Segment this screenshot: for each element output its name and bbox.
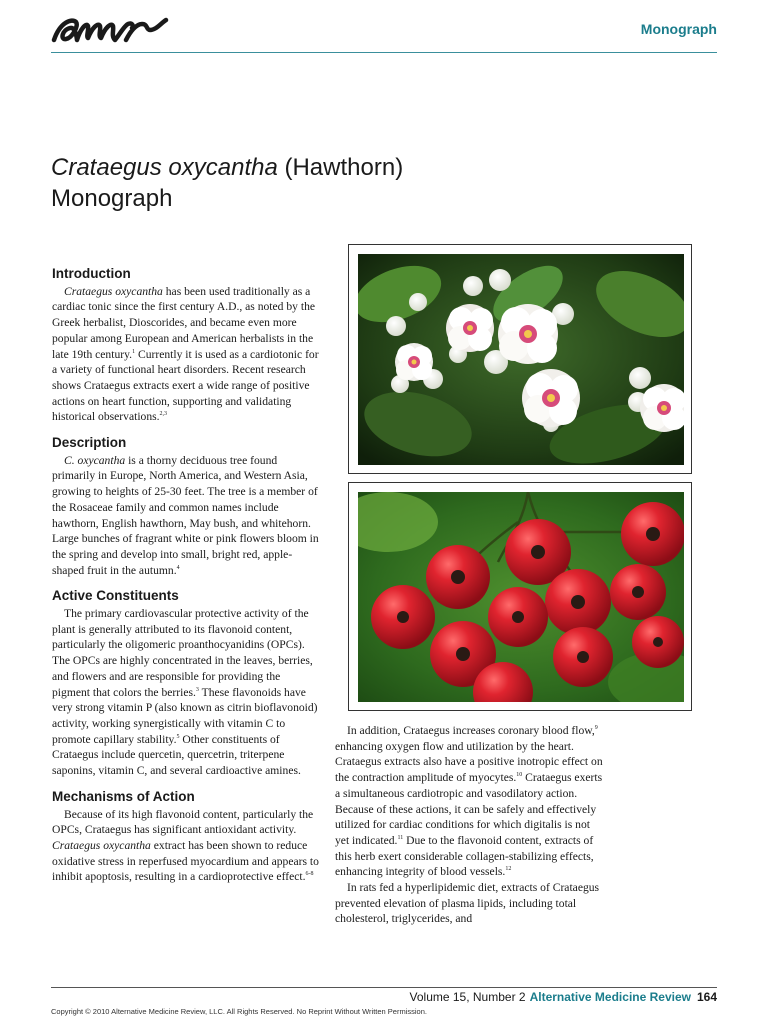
heading-introduction: Introduction (52, 266, 131, 281)
title-common-name: (Hawthorn) (277, 154, 404, 181)
paragraph-mechanisms: Because of its high flavonoid content, particularly the OPCs, Crataegus has significant antioxidant activity. Crataegus oxycantha extract has been shown to reduce oxidative stress in reperfused myocardium and appears to inhibit apoptosis, resulting in a cardioprotective effect.$^{6-8}$ (52, 807, 319, 884)
copyright-notice: Copyright © 2010 Alternative Medicine Review, LLC. All Rights Reserved. No Reprint Without Written Permission. (51, 1007, 427, 1016)
footer-volume: Volume 15, Number 2 (409, 990, 526, 1004)
paragraph-description: C. oxycantha is a thorny deciduous tree found primarily in Europe, North America, and Western Asia, growing to heights of 25-30 feet. The tree is a member of the Rosaceae family and common names include hawthorn, English hawthorn, May bush, and whitehorn. Large bunches of fragrant white or pink flowers bloom in the spring and develop into small, bright red, apple-shaped fruit in the autumn.$^4$ (52, 453, 319, 577)
column-left (52, 266, 320, 885)
footer-journal-name: Alternative Medicine Review (529, 990, 691, 1004)
section-label: Monograph (640, 21, 717, 37)
footer-citation (410, 990, 717, 1004)
heading-mechanisms: Mechanisms of Action (52, 788, 195, 804)
page-number: 164 (696, 990, 717, 1004)
hawthorn-berries-photo (348, 482, 692, 711)
title-species: Crataegus oxycantha (51, 154, 278, 181)
title-line2: Monograph (51, 185, 173, 212)
journal-logo (50, 8, 170, 53)
paragraph-introduction: Crataegus oxycantha has been used traditionally as a cardiac tonic since the first century A.D., as noted by the Greek herbalist, Dioscorides, and became even more popular among European and American herbalists in the late 19th century.$^1$ Currently it is used as a cardiotonic for a variety of functional heart disorders. Recent research shows Crataegus extracts exert a wide range of positive actions on heart function, supporting and validating historical observations.$^{2,3}$ (52, 284, 319, 424)
heading-active-constituents: Active Constituents (52, 588, 179, 604)
paragraph-coronary-flow: In addition, Crataegus increases coronary blood flow,$^9$ enhancing oxygen flow and utilization by the heart. Crataegus extracts also have a positive inotropic effect on the contraction amplitude of myocytes.$^{10}$ Crataegus exerts a simultaneous cardiotropic and vasodilatory action. Because of these actions, it can be safely and effectively utilized for cardiac conditions for which digitalis is not yet indicated.$^{11}$ Due to the flavonoid content, extracts of this herb exert considerable collagen-stabilizing effects, enhancing integrity of blood vessels.$^{12}$ (335, 724, 603, 879)
paragraph-hyperlipidemic: In rats fed a hyperlipidemic diet, extracts of Crataegus prevented elevation of plasma lipids, including total cholesterol, triglycerides, and (335, 881, 600, 926)
footer-divider (51, 987, 717, 988)
column-right (335, 723, 603, 927)
paragraph-constituents: The primary cardiovascular protective activity of the plant is generally attributed to its flavonoid content, particularly the oligomeric proanthocyanidins (OPCs). The OPCs are highly concentrated in the leaves, berries, and flowers and are responsible for providing the pigment that colors the berries.$^3$ These flavonoids have very strong vitamin P (also known as citrin bioflavonoid) activity, working synergistically with vitamin C to promote capillary stability.$^5$ Other constituents of Crataegus include quercetin, quercetrin, triterpene saponins, vitamin C, and several cardioactive amines. (52, 607, 318, 778)
heading-description: Description (52, 435, 127, 451)
hawthorn-flowers-photo (348, 244, 692, 474)
article-title (51, 152, 531, 214)
header-divider (51, 52, 717, 53)
